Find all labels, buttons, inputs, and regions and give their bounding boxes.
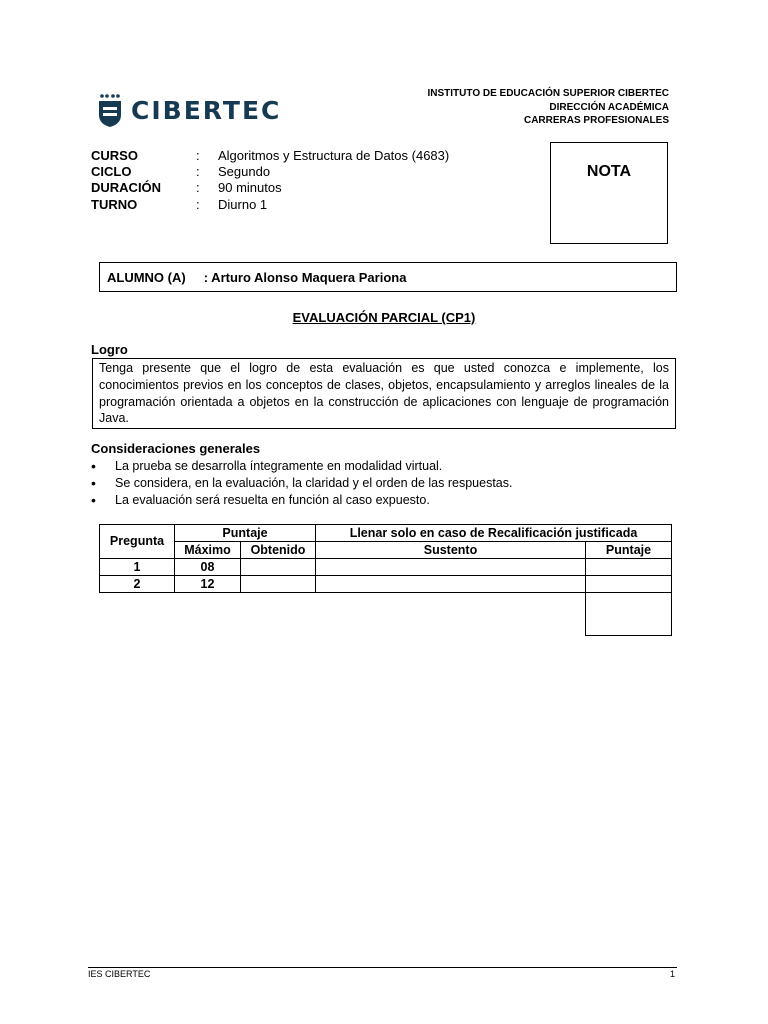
list-item: • La evaluación será resuelta en función al caso expuesto. <box>91 492 512 509</box>
course-info-sep: : <box>196 164 200 180</box>
total-recal-box[interactable] <box>585 592 672 636</box>
course-info-row <box>91 197 449 213</box>
header-obtenido: Obtenido <box>241 542 316 559</box>
cell-maximo: 12 <box>175 576 241 593</box>
institution-careers: CARRERAS PROFESIONALES <box>523 115 669 126</box>
cibertec-logo <box>97 92 282 128</box>
grade-box[interactable] <box>550 142 668 244</box>
course-info-key: CURSO <box>91 148 138 163</box>
course-info-key: TURNO <box>91 196 138 212</box>
header-recalificacion: Llenar solo en caso de Recalificación justificada <box>316 525 672 542</box>
list-item: • Se considera, en la evaluación, la claridad y el orden de las respuestas. <box>91 475 512 492</box>
header-maximo: Máximo <box>175 542 241 559</box>
page-number: 1 <box>670 969 676 979</box>
student-box <box>99 262 677 292</box>
considerations-title: Consideraciones generales <box>91 441 261 456</box>
student-label: ALUMNO (A) <box>107 269 186 285</box>
cell-maximo: 08 <box>175 559 241 576</box>
cell-sustento[interactable] <box>316 559 586 576</box>
header-sustento: Sustento <box>316 542 586 559</box>
institution-name: INSTITUTO DE EDUCACIÓN SUPERIOR CIBERTEC <box>427 88 669 99</box>
course-info-sep: : <box>196 196 200 212</box>
table-row <box>100 576 672 593</box>
course-info-row <box>91 148 449 164</box>
footer-label: IES CIBERTEC <box>88 969 151 979</box>
header-puntaje-recal: Puntaje <box>586 542 672 559</box>
cell-pregunta: 2 <box>100 576 175 593</box>
institution-direction: DIRECCIÓN ACADÉMICA <box>549 101 669 113</box>
grade-label: NOTA <box>586 163 632 180</box>
cell-obtenido[interactable] <box>241 576 316 593</box>
cell-puntaje-recal[interactable] <box>586 576 672 593</box>
institution-header <box>428 87 670 128</box>
header-pregunta: Pregunta <box>100 525 175 559</box>
course-info-value: Diurno 1 <box>218 196 268 212</box>
cell-pregunta: 1 <box>100 559 175 576</box>
score-table <box>99 524 672 593</box>
logo-wordmark: CIBERTEC <box>131 95 282 125</box>
course-info-key: CICLO <box>91 164 132 180</box>
list-item: • La prueba se desarrolla íntegramente en modalidad virtual. <box>91 458 512 475</box>
course-info-value: 90 minutos <box>218 180 282 196</box>
course-info <box>91 148 449 213</box>
footer-divider <box>88 967 677 968</box>
header-puntaje: Puntaje <box>175 525 316 542</box>
cell-puntaje-recal[interactable] <box>586 559 672 576</box>
table-row <box>100 559 672 576</box>
cell-sustento[interactable] <box>316 576 586 593</box>
exam-title: EVALUACIÓN PARCIAL (CP1) <box>292 310 476 325</box>
considerations-list <box>91 458 512 509</box>
course-info-sep: : <box>196 148 200 163</box>
student-name: : Arturo Alonso Maquera Pariona <box>203 269 407 285</box>
logro-label: Logro <box>91 342 128 357</box>
cell-obtenido[interactable] <box>241 559 316 576</box>
course-info-key: DURACIÓN <box>91 180 162 196</box>
course-info-row <box>91 180 449 196</box>
course-info-row <box>91 164 449 180</box>
course-info-sep: : <box>196 180 200 196</box>
shield-logo-icon <box>97 93 123 127</box>
logro-text: Tenga presente que el logro de esta evaluación es que usted conozca e implemente, los conocimientos previos en los conceptos de clases, objetos, encapsulamiento y arreglos lineales de la programación orientada a objetos en la construcción de aplicaciones con lenguaje de programación Java. <box>92 358 676 429</box>
course-info-value: Segundo <box>218 164 271 180</box>
course-info-value: Algoritmos y Estructura de Datos (4683) <box>218 148 450 163</box>
